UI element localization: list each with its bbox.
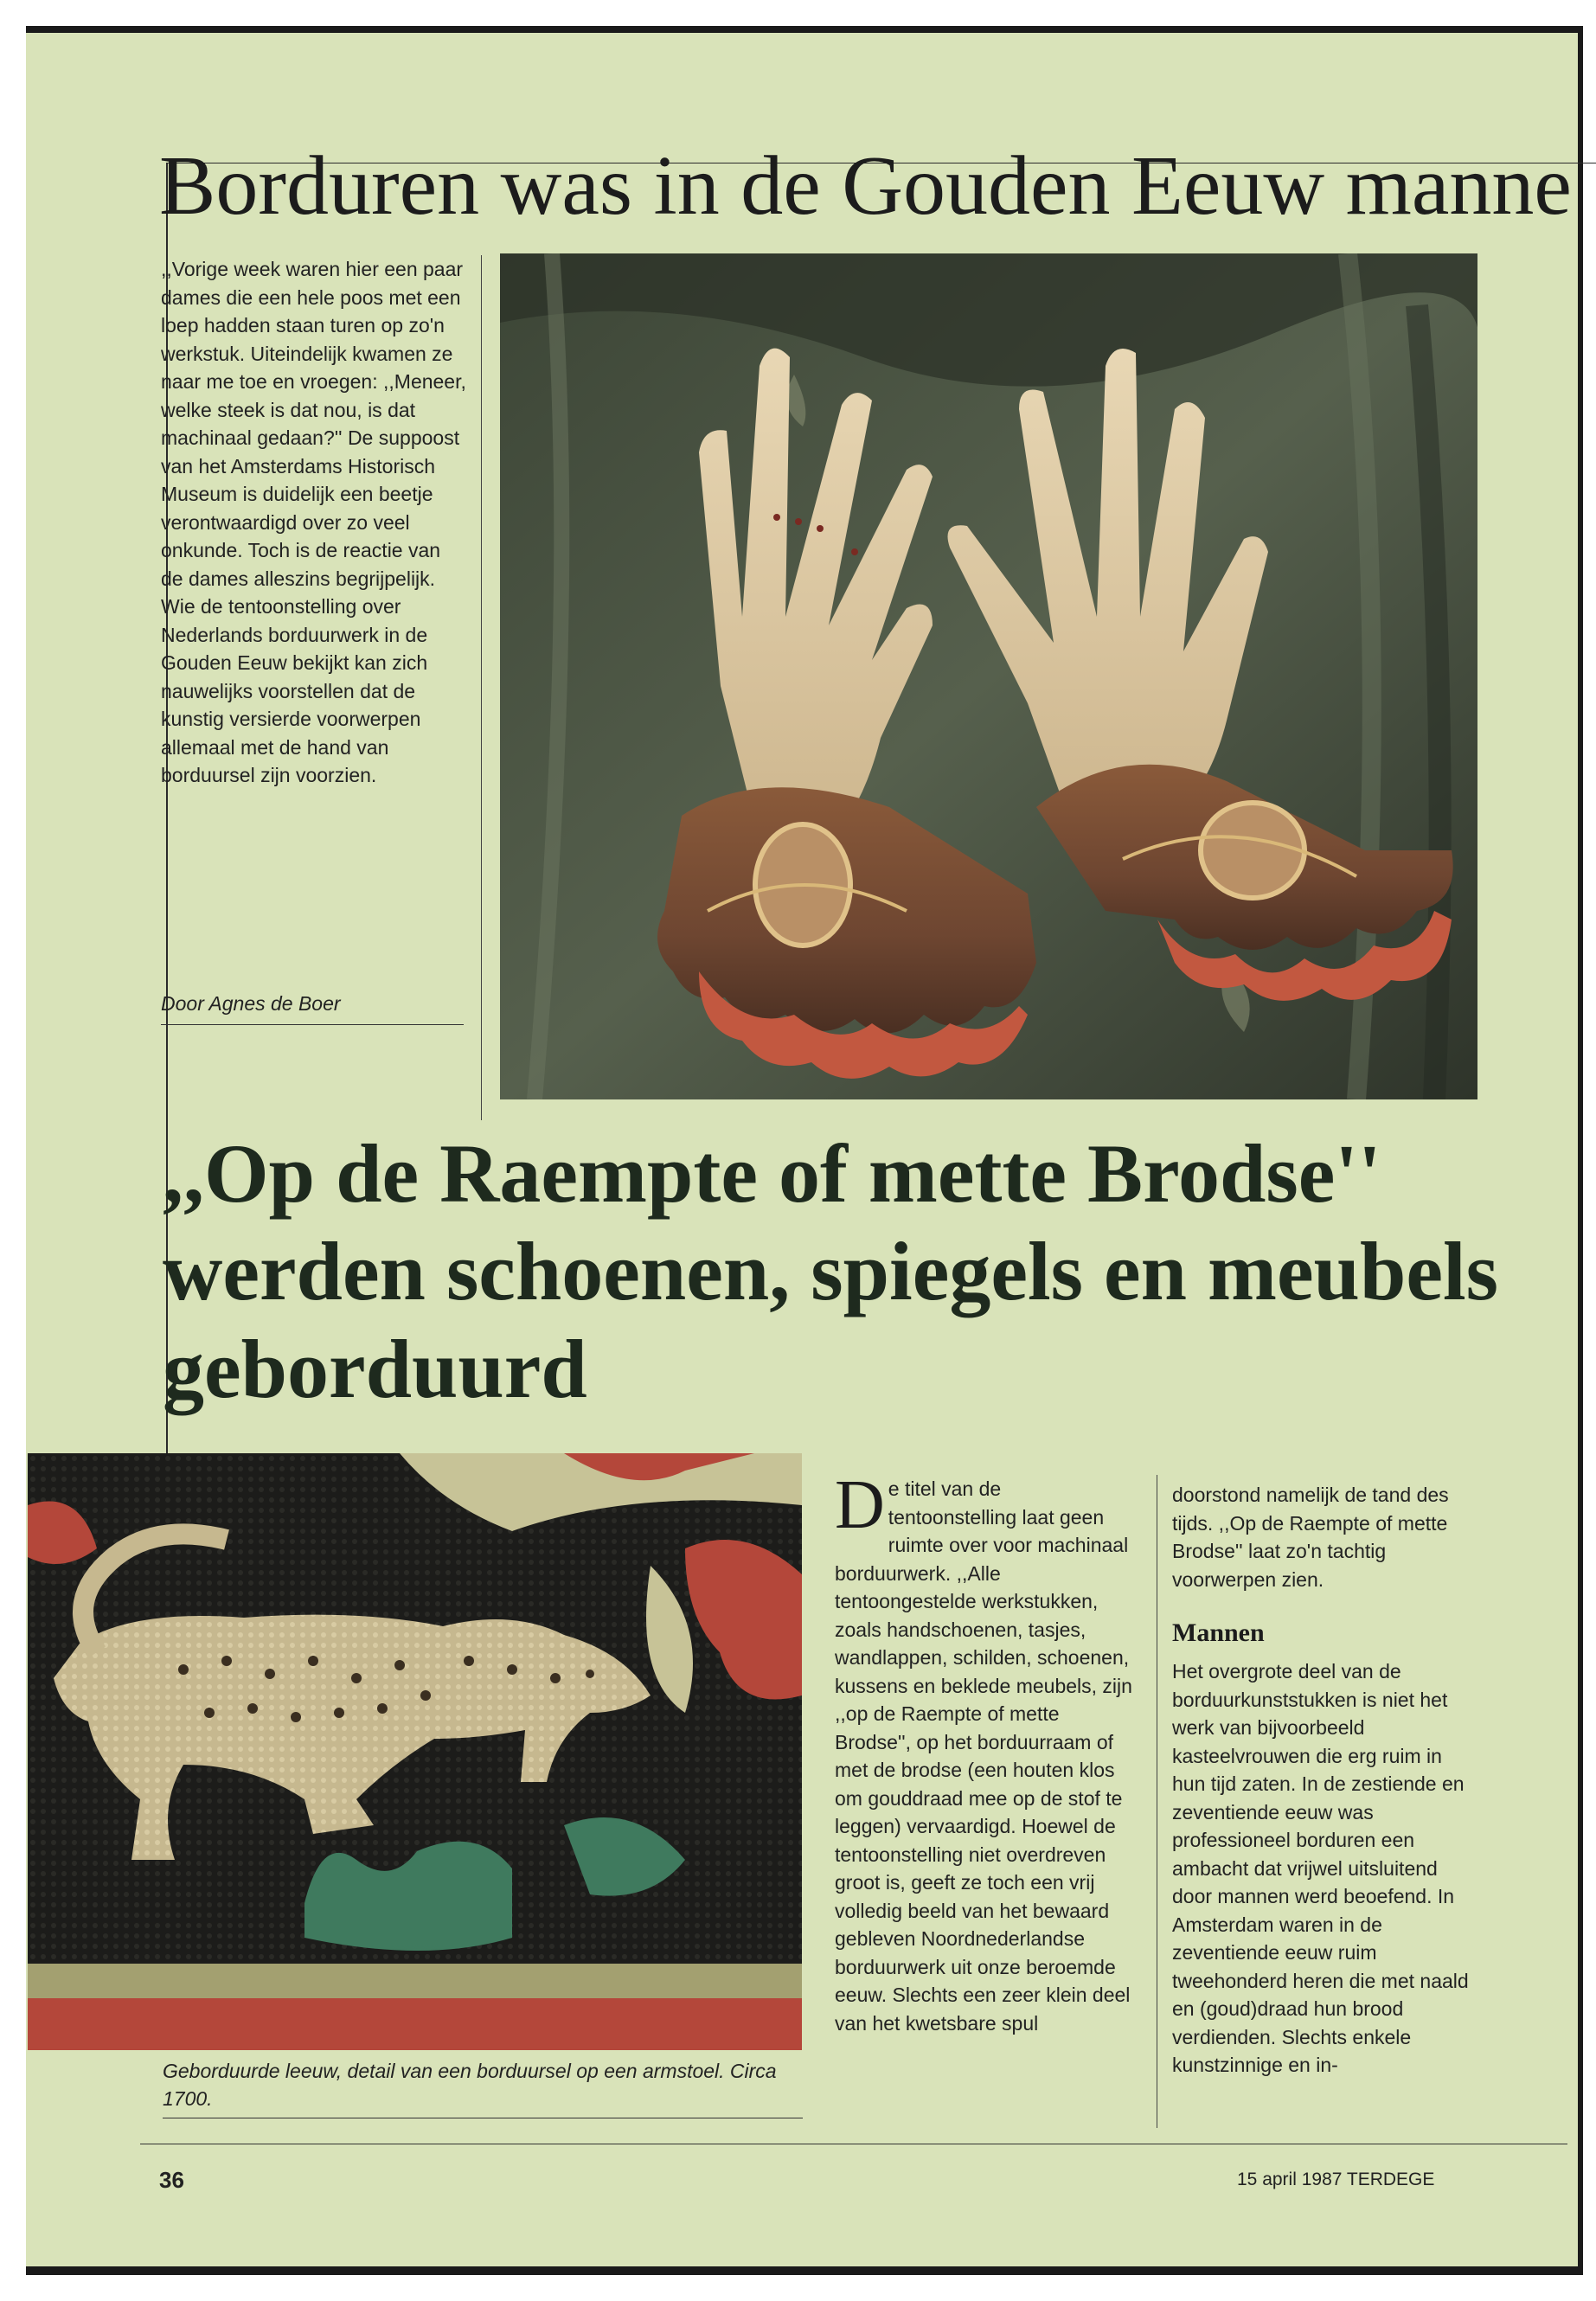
kicker-title: Borduren was in de Gouden Eeuw manne [159,139,1572,233]
body-column-1 [835,1467,1133,2037]
gloves-illustration [500,253,1477,1099]
body-text-col2b: Het overgrote deel van de borduurkunststukken is niet het werk van bijvoorbeeld kasteelvrouwen die erg ruim in hun tijd zaten. In de zestiende en zeventiende eeuw was professioneel borduren een ambacht dat vrijwel uitsluitend door mannen werd beoefend. In Amsterdam waren in de zeventiende eeuw ruim tweehonderd heren die met naald en (goud)draad hun brood verdienden. Slechts enkele kunstzinnige en in- [1172,1660,1469,2076]
subheading-mannen: Mannen [1172,1618,1265,1647]
page-number: 36 [159,2167,184,2193]
photo-embroidered-gloves [500,253,1477,1099]
drop-cap: D [835,1467,885,1543]
photo-embroidered-leopard [28,1453,802,2050]
leopard-illustration [28,1453,802,2050]
column-divider [481,255,482,1120]
issue-date: 15 april 1987 TERDEGE [1237,2170,1435,2189]
body-text-col2: doorstond namelijk de tand des tijds. ,,Op de Raempte of mette Brodse'' laat zo'n tachtig voorwerpen zien. [1172,1484,1449,1591]
main-headline: ,,Op de Raempte of mette Brodse'' werden schoenen, spiegels en meubels geborduurd [163,1127,1498,1415]
byline: Door Agnes de Boer [161,986,464,1025]
body-column-2 [1172,1481,1479,2080]
body-text-col1: e titel van de tentoonstelling laat geen ruimte over voor machinaal borduurwerk. ,,Alle tentoongestelde werkstukken, zoals handschoenen, tasjes, wandlappen, schilden, schoenen, kussens en beklede meubels, zijn ,,op de Raempte of mette Brodse'', op het borduurraam of met de brodse (een houten klos om gouddraad mee op de stof te leggen) vervaardigd. Hoewel de tentoonstelling niet overdreven groot is, geeft ze toch een vrij volledig beeld van het bewaard gebleven Noordnederlandse borduurwerk uit onze beroemde eeuw. Slechts een zeer klein deel van het kwetsbare spul [835,1477,1132,2035]
photo-caption: Geborduurde leeuw, detail van een borduursel op een armstoel. Circa 1700. [163,2057,803,2118]
intro-paragraph: ,,Vorige week waren hier een paar dames die een hele poos met een loep hadden staan turen op zo'n werkstuk. Uiteindelijk kwamen ze naar me toe en vroegen: ,,Meneer, welke steek is dat nou, is dat machinaal gedaan?'' De suppoost van het Amsterdams Historisch Museum is duidelijk een beetje verontwaardigd over zo veel onkunde. Toch is de reactie van de dames alleszins begrijpelijk. Wie de tentoonstelling over Nederlands borduurwerk in de Gouden Eeuw bekijkt kan zich nauwelijks voorstellen dat de kunstig versierde voorwerpen allemaal met de hand van borduursel zijn voorzien. [161,258,466,786]
